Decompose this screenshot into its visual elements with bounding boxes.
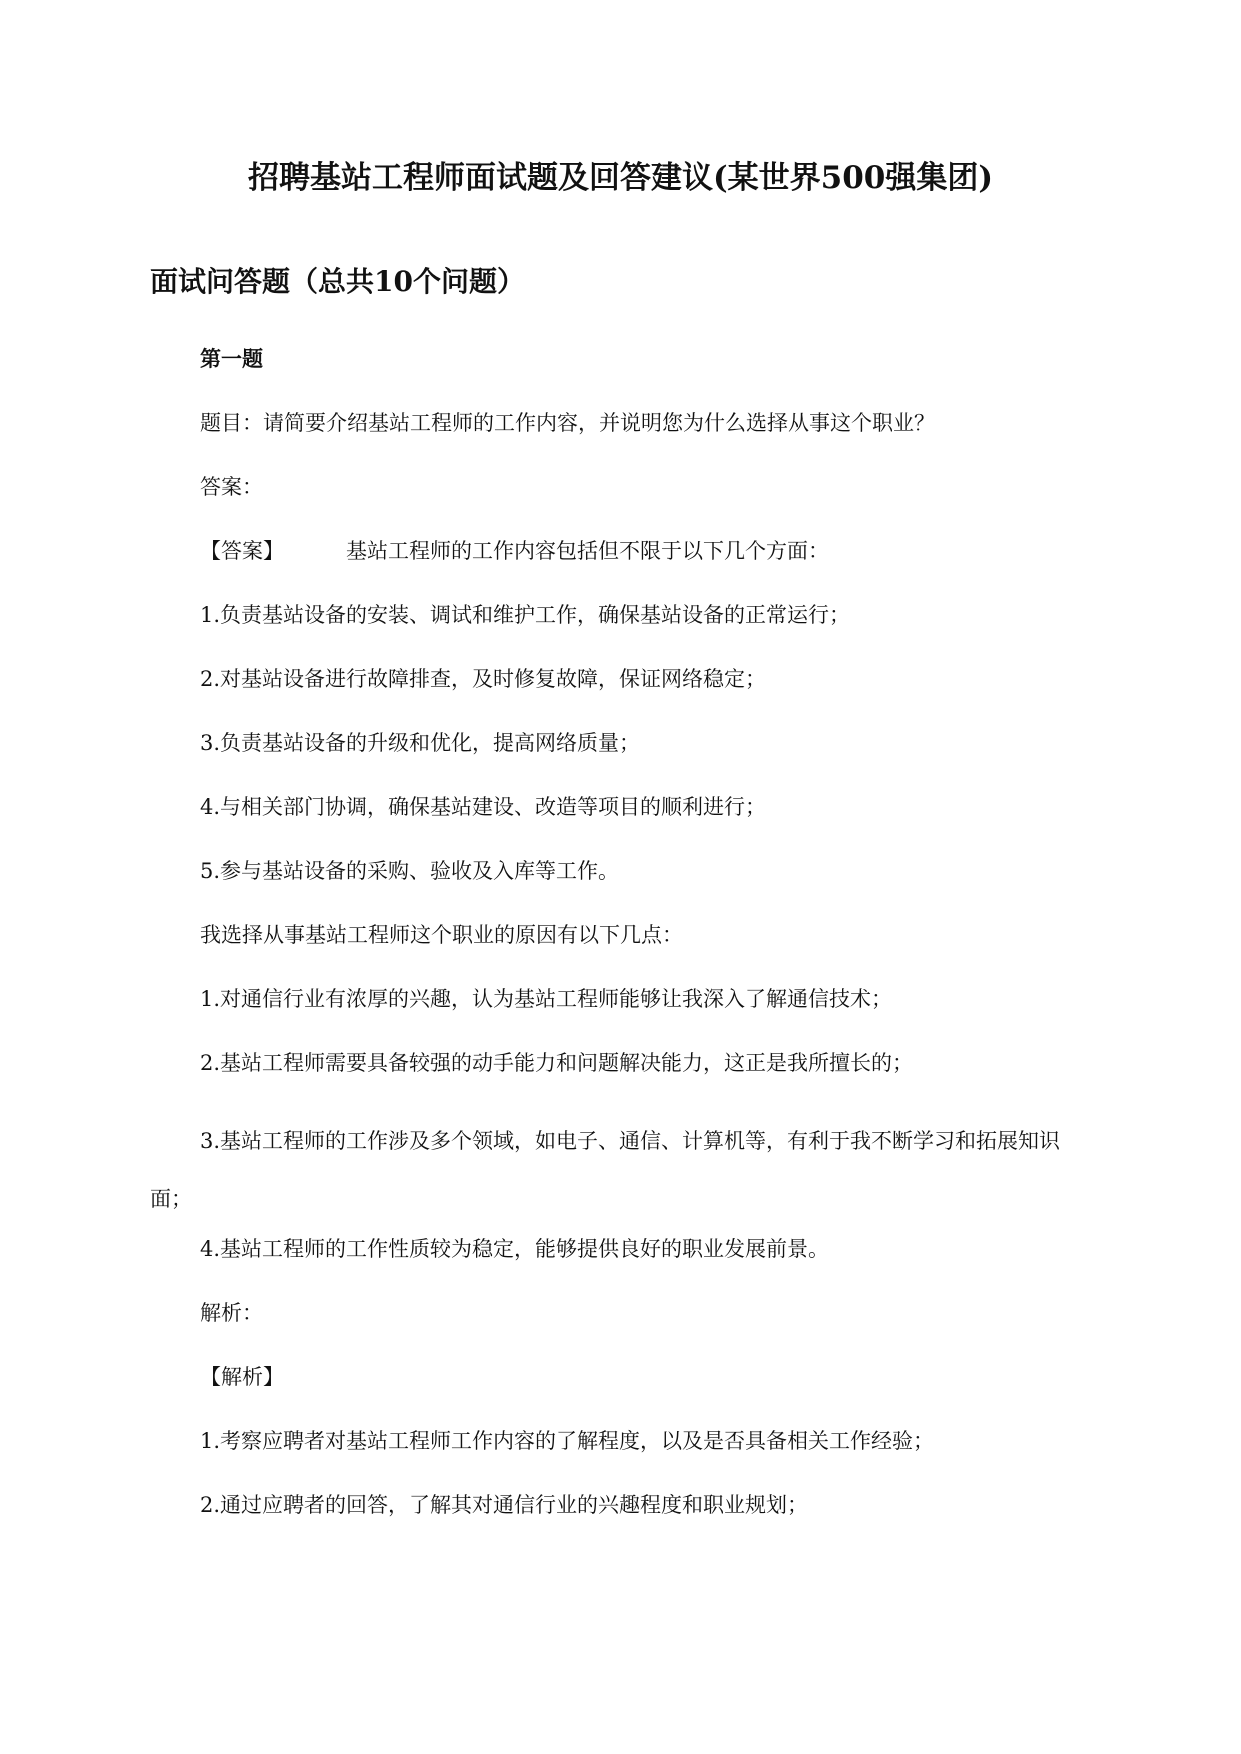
answer-tag: 【答案】 xyxy=(200,539,284,563)
analysis-item: 1.考察应聘者对基站工程师工作内容的了解程度，以及是否具备相关工作经验； xyxy=(200,1429,935,1453)
analysis-tag: 【解析】 xyxy=(200,1365,284,1389)
analysis-item: 2.通过应聘者的回答，了解其对通信行业的兴趣程度和职业规划； xyxy=(200,1493,809,1517)
analysis-heading: 解析： xyxy=(200,1301,263,1325)
reasons-intro: 我选择从事基站工程师这个职业的原因有以下几点： xyxy=(200,923,683,947)
document-title: 招聘基站工程师面试题及回答建议(某世界500强集团) xyxy=(247,160,994,196)
question-prompt: 题目：请简要介绍基站工程师的工作内容，并说明您为什么选择从事这个职业？ xyxy=(200,411,935,435)
question-block xyxy=(150,344,1090,1554)
answer-intro-line xyxy=(150,536,1090,566)
answer-heading: 答案： xyxy=(200,475,263,499)
duty-item: 3.负责基站设备的升级和优化，提高网络质量； xyxy=(200,731,641,755)
question-label: 第一题 xyxy=(200,346,263,371)
reason-item: 3.基站工程师的工作涉及多个领域，如电子、通信、计算机等，有利于我不断学习和拓展知识面； xyxy=(150,1129,1061,1211)
duty-item: 1.负责基站设备的安装、调试和维护工作，确保基站设备的正常运行； xyxy=(200,603,851,627)
reason-item: 2.基站工程师需要具备较强的动手能力和问题解决能力，这正是我所擅长的； xyxy=(200,1051,914,1075)
duty-item: 4.与相关部门协调，确保基站建设、改造等项目的顺利进行； xyxy=(200,795,767,819)
duty-item: 5.参与基站设备的采购、验收及入库等工作。 xyxy=(200,859,620,883)
section-heading: 面试问答题（总共10个问题） xyxy=(150,265,525,298)
reason-item: 4.基站工程师的工作性质较为稳定，能够提供良好的职业发展前景。 xyxy=(200,1237,830,1261)
reason-item: 1.对通信行业有浓厚的兴趣，认为基站工程师能够让我深入了解通信技术； xyxy=(200,987,893,1011)
answer-intro: 基站工程师的工作内容包括但不限于以下几个方面： xyxy=(346,539,829,563)
duty-item: 2.对基站设备进行故障排查，及时修复故障，保证网络稳定； xyxy=(200,667,767,691)
